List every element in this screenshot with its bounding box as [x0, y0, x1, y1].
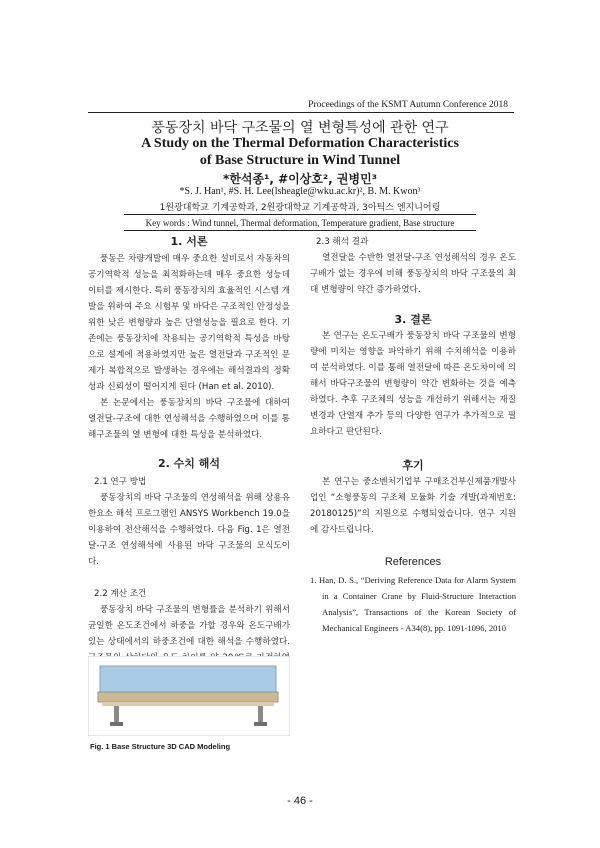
header-rule — [88, 112, 514, 113]
intro-paragraph-2: 본 논문에서는 풍동장치의 바닥 구조물에 대하여 열전달-구조에 대한 연성해석을 수행하였으며 이를 통해구조물의 열 변형에 대한 특성을 분석하였다. — [88, 398, 290, 440]
section-1-heading: 1. 서론 — [170, 235, 208, 248]
conclusion-paragraph: 본 연구는 온도구배가 풍동장치 바닥 구조물의 변형량에 미치는 영향을 파악하기 위해 수치해석을 이용하여 분석하였다. 이를 통해 열전달에 따른 온도차이에 의해서 바닥구조물의 변형량이 약간 변화하는 것을 예측하였다. 추후 구조체의 성능을 개선하기 위해서는 재질 변경과 단열재 추가 등의 다양한 연구가 추가적으로 필요하다고 판단된다. — [310, 331, 516, 437]
base-lower-frame — [102, 702, 274, 706]
intro-paragraph-1: 풍동은 차량개발에 매우 중요한 설비로서 자동차의 공기역학적 성능을 최적화하는데 매우 중요한 성능데이터를 제시한다. 특히 풍동장치의 효율적인 시스템 개발을 위하여 주요 시험부 및 바닥은 구조적인 안정성을 위한 낮은 변형량과 높은 단열성능을 필요로 한다. 기존에는 풍동장치에 작용되는 공기역학적 특성을 바탕으로 설계에 적용하였지만 높은 열전달과 구조적인 문제가 복합적으로 발생하는 경우에는 해석결과의 정확성과 신뢰성이 떨어지게 된다 (Han et al. 2010). — [88, 254, 290, 392]
proceedings-header: Proceedings of the KSMT Autumn Conference 2018 — [308, 100, 508, 110]
section-2-3-heading: 2.3 해석 결과 — [316, 237, 369, 247]
support-leg-right — [258, 706, 263, 722]
authors-korean: *한석종¹, #이상호², 권병민³ — [223, 172, 377, 186]
reference-item: 1. Han, D. S., “Deriving Reference Data for Alarm System in a Container Crane by Fluid-Structure Interaction Analysis”, Transactions of the Korean Society of Mechanical Engineers - A34(8), pp. 1091-1096, 2010 — [310, 575, 516, 633]
method-paragraph: 풍동장치의 바닥 구조물의 연성해석을 위해 상용유한요소 해석 프로그램인 ANSYS Workbench 19.0을 이용하여 전산해석을 수행하였다. 다음 Fig. 1은 열전달-구조 연성해석에 사용된 바닥 구조물의 모식도이다. — [88, 493, 290, 567]
keywords-rule-bottom — [124, 230, 476, 231]
section-2-2-heading: 2.2 계산 조건 — [94, 589, 147, 599]
title-english — [0, 135, 600, 169]
title-korean: 풍동장치 바닥 구조물의 열 변형특성에 관한 연구 — [151, 120, 449, 136]
title-english-line1: A Study on the Thermal Deformation Characteristics — [141, 136, 459, 151]
right-column — [310, 234, 516, 636]
keywords-rule-top — [124, 214, 476, 215]
base-top-panel — [100, 666, 276, 692]
conditions-paragraph: 풍동장치 바닥 구조물의 변형률을 분석하기 위해서 균일한 온도조건에서 하중을 가할 경우와 온도구배가 있는 상태에서의 하중조건에 대한 해석을 수행하였다. — [88, 605, 290, 647]
acknowledgement-paragraph: 본 연구는 중소벤처기업부 구매조건부신제품개발사업인 “소형풍동의 구조체 모듈화 기술 개발(과제번호: 20180125)”의 지원으로 수행되었습니다. 연구 지원에 감사드립니다. — [310, 477, 516, 535]
page-number: - 46 - — [287, 795, 313, 807]
references-heading: References — [384, 556, 442, 568]
authors-english: *S. J. Han¹, #S. H. Lee(lsheagle@wku.ac.kr)², B. M. Kwon³ — [179, 186, 421, 197]
support-leg-left — [114, 706, 119, 722]
results-paragraph: 열전달을 수반한 열전달-구조 연성해석의 경우 온도구배가 없는 경우에 비해 풍동장치의 바닥 구조물의 최대 변형량이 약간 증가하였다. — [310, 253, 516, 295]
section-2-1-heading: 2.1 연구 방법 — [94, 477, 147, 487]
keywords: Key words : Wind tunnel, Thermal deformation, Temperature gradient, Base structure — [145, 218, 455, 228]
section-3-heading: 3. 결론 — [394, 313, 432, 326]
support-foot-left — [110, 722, 123, 726]
base-frame — [98, 692, 278, 702]
figure-1-caption: Fig. 1 Base Structure 3D CAD Modeling — [90, 742, 231, 751]
title-english-line2: of Base Structure in Wind Tunnel — [199, 153, 401, 168]
figure-1-cad-model — [88, 656, 290, 736]
acknowledgement-heading: 후기 — [402, 459, 424, 472]
section-2-heading: 2. 수치 해석 — [158, 457, 220, 470]
affiliations: 1원광대학교 기계공학과, 2원광대학교 기계공학과, 3아틱스 엔지니어링 — [159, 203, 441, 213]
support-foot-right — [254, 722, 267, 726]
left-column — [88, 234, 290, 714]
